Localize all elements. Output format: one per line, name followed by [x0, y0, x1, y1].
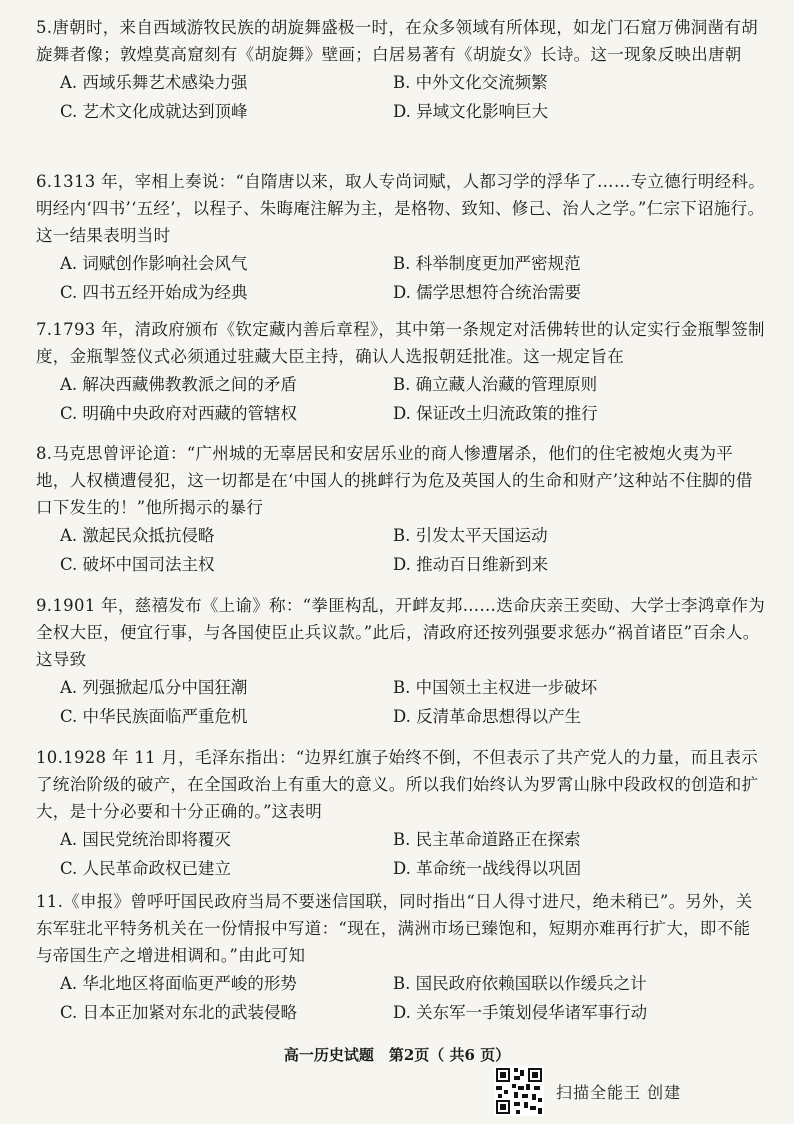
- option-a: A. 词赋创作影响社会风气: [60, 254, 248, 273]
- option-a: A. 解决西藏佛教教派之间的矛盾: [60, 375, 297, 394]
- question-11: [36, 888, 766, 1027]
- question-stem: 6.1313 年，宰相上奏说：“自隋唐以来，取人专尚词赋，人都习学的浮华了……专立德行明经科。明经内‘四书’‘五经’，以程子、朱晦庵注解为主，是格物、致知、修己、治人之学。”仁宗下诏施行。这一结果表明当时: [36, 172, 766, 245]
- option-c: C. 日本正加紧对东北的武装侵略: [60, 1003, 298, 1022]
- option-list: [60, 249, 766, 307]
- option-b: B. 国民政府依赖国联以作缓兵之计: [393, 974, 647, 993]
- option-d: D. 保证改土归流政策的推行: [393, 404, 598, 423]
- option-a: A. 国民党统治即将覆灭: [60, 830, 231, 849]
- qr-code-icon: [494, 1066, 544, 1116]
- question-9: [36, 592, 766, 731]
- option-c: C. 明确中央政府对西藏的管辖权: [60, 404, 298, 423]
- option-b: B. 民主革命道路正在探索: [393, 830, 581, 849]
- option-d: D. 革命统一战线得以巩固: [393, 859, 582, 878]
- question-6: [36, 168, 766, 307]
- question-7: [36, 316, 766, 428]
- option-a: A. 激起民众抵抗侵略: [60, 526, 215, 545]
- scanner-watermark: [494, 1066, 681, 1116]
- option-c: C. 中华民族面临严重危机: [60, 707, 248, 726]
- option-c: C. 艺术文化成就达到顶峰: [60, 102, 248, 121]
- option-c: C. 破坏中国司法主权: [60, 555, 215, 574]
- option-c: C. 人民革命政权已建立: [60, 859, 232, 878]
- option-d: D. 关东军一手策划侵华诸军事行动: [393, 1003, 648, 1022]
- question-stem: 5.唐朝时，来自西域游牧民族的胡旋舞盛极一时，在众多领域有所体现，如龙门石窟万佛洞凿有胡旋舞者像；敦煌莫高窟刻有《胡旋舞》壁画；白居易著有《胡旋女》长诗。这一现象反映出唐朝: [36, 18, 758, 64]
- option-b: B. 科举制度更加严密规范: [393, 254, 581, 273]
- option-a: A. 西域乐舞艺术感染力强: [60, 73, 248, 92]
- option-b: B. 中国领土主权进一步破坏: [393, 678, 598, 697]
- option-b: B. 确立藏人治藏的管理原则: [393, 375, 598, 394]
- option-d: D. 异域文化影响巨大: [393, 102, 549, 121]
- option-d: D. 推动百日维新到来: [393, 555, 549, 574]
- option-d: D. 反清革命思想得以产生: [393, 707, 582, 726]
- question-10: [36, 744, 766, 883]
- option-a: A. 华北地区将面临更严峻的形势: [60, 974, 297, 993]
- question-stem: 8.马克思曾评论道：“广州城的无辜居民和安居乐业的商人惨遭屠杀，他们的住宅被炮火夷为平地，人权横遭侵犯，这一切都是在‘中国人的挑衅行为危及英国人的生命和财产’这种站不住脚的借口下发生的！”他所揭示的暴行: [36, 444, 753, 517]
- option-list: [60, 68, 766, 126]
- option-b: B. 引发太平天国运动: [393, 526, 548, 545]
- question-stem: 7.1793 年，清政府颁布《钦定藏内善后章程》，其中第一条规定对活佛转世的认定实行金瓶掣签制度，金瓶掣签仪式必须通过驻藏大臣主持，确认人选报朝廷批准。这一规定旨在: [36, 320, 765, 366]
- option-c: C. 四书五经开始成为经典: [60, 283, 248, 302]
- question-stem: 11.《申报》曾呼吁国民政府当局不要迷信国联，同时指出“日人得寸进尺，绝未稍已”。另外，关东军驻北平特务机关在一份情报中写道：“现在，满洲市场已臻饱和，短期亦难再行扩大，即不能与帝国生产之增进相调和。”由此可知: [36, 892, 753, 965]
- question-stem: 9.1901 年，慈禧发布《上谕》称：“拳匪构乱，开衅友邦……迭命庆亲王奕劻、大学士李鸿章作为全权大臣，便宜行事，与各国使臣止兵议款。”此后，清政府还按列强要求惩办“祸首诸臣”百余人。这导致: [36, 596, 766, 669]
- option-list: [60, 825, 766, 883]
- scanner-label: 扫描全能王 创建: [556, 1082, 682, 1102]
- question-stem: 10.1928 年 11 月，毛泽东指出：“边界红旗子始终不倒，不但表示了共产党人的力量，而且表示了统治阶级的破产，在全国政治上有重大的意义。所以我们始终认为罗霄山脉中段政权的创造和扩大，是十分必要和十分正确的。”这表明: [36, 748, 759, 821]
- option-list: [60, 521, 766, 579]
- option-list: [60, 370, 766, 428]
- option-b: B. 中外文化交流频繁: [393, 73, 548, 92]
- option-list: [60, 969, 766, 1027]
- option-list: [60, 673, 766, 731]
- question-5: [36, 14, 766, 126]
- option-a: A. 列强掀起瓜分中国狂潮: [60, 678, 248, 697]
- page-footer: 高一历史试题 第2页（ 共6 页）: [283, 1046, 511, 1064]
- option-d: D. 儒学思想符合统治需要: [393, 283, 582, 302]
- question-8: [36, 440, 766, 579]
